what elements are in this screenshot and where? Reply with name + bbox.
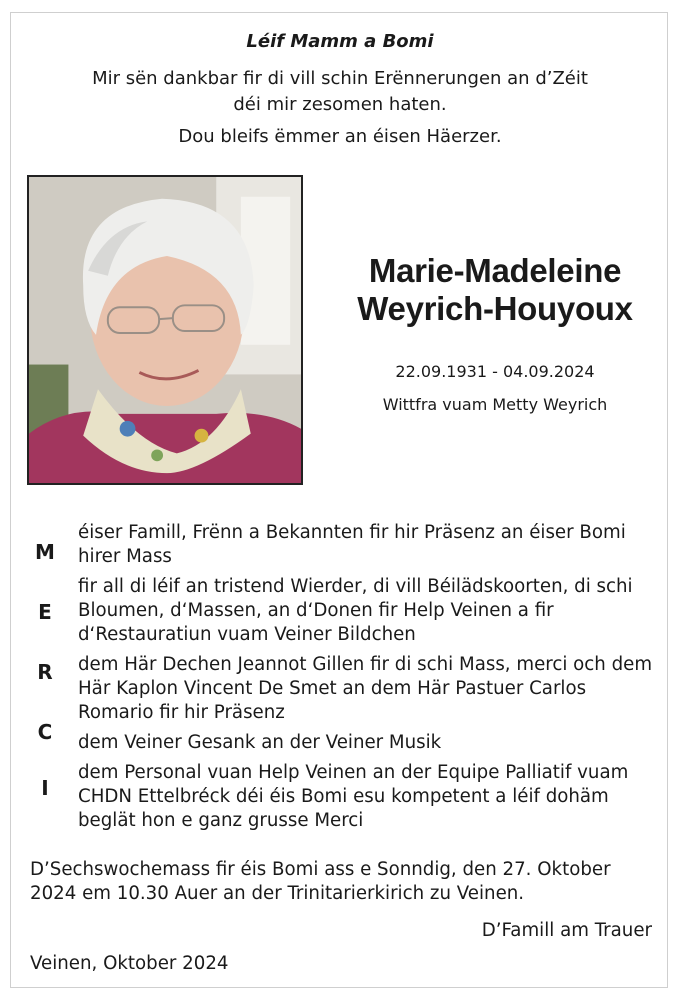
intro-line-3: Dou bleifs ëmmer an éisen Häerzer. xyxy=(178,126,502,147)
memorial-mass-notice xyxy=(30,858,655,906)
card-border xyxy=(10,12,668,988)
life-dates: 22.09.1931 - 04.09.2024 xyxy=(395,362,595,381)
merci-list xyxy=(78,521,658,839)
merci-item: éiser Famill, Frënn a Bekannten fir hir Präsenz an éiser Bomi hirer Mass xyxy=(78,522,626,567)
closing-text: D’Sechswochemass fir éis Bomi ass e Sonndig, den 27. Oktober 2024 em 10.30 Auer an der Trinitarierkirich zu Veinen. xyxy=(30,859,611,904)
merci-letter: I xyxy=(41,776,49,800)
merci-item: fir all di léif an tristend Wierder, di vill Béilädskoorten, di schi Bloumen, d‘Massen, an d‘Donen fir Help Veinen a fir d‘Restauratiun vuam Veiner Bildchen xyxy=(78,576,633,645)
merci-letter: E xyxy=(38,600,52,624)
name-line-1: Marie-Madeleine xyxy=(368,252,622,289)
deceased-info xyxy=(330,252,660,414)
name-line-2: Weyrich-Houyoux xyxy=(357,290,633,327)
merci-item: dem Personal vuan Help Veinen an der Equipe Palliatif vuam CHDN Ettelbréck déi éis Bomi esu kompetent a léif dohäm beglät hon e ganz grusse Merci xyxy=(78,762,629,831)
heading: Léif Mamm a Bomi xyxy=(246,31,434,52)
place-date: Veinen, Oktober 2024 xyxy=(30,953,229,974)
portrait-photo xyxy=(27,175,303,485)
merci-letter: M xyxy=(35,540,55,564)
merci-letter: C xyxy=(37,720,53,744)
widow-of: Wittfra vuam Metty Weyrich xyxy=(382,395,608,414)
merci-item: dem Här Dechen Jeannot Gillen fir di schi Mass, merci och dem Här Kaplon Vincent De Smet an dem Här Pastuer Carlos Romario fir hir Präsenz xyxy=(78,654,653,723)
portrait-illustration xyxy=(29,177,301,483)
intro-text xyxy=(0,66,680,150)
intro-line-1: Mir sën dankbar fir di vill schin Erënnerungen an d’Zéit xyxy=(92,68,588,89)
merci-item: dem Veiner Gesank an der Veiner Musik xyxy=(78,732,442,753)
signature: D’Famill am Trauer xyxy=(481,920,652,941)
intro-line-2: déi mir zesomen haten. xyxy=(233,94,447,115)
merci-letter: R xyxy=(37,660,53,684)
